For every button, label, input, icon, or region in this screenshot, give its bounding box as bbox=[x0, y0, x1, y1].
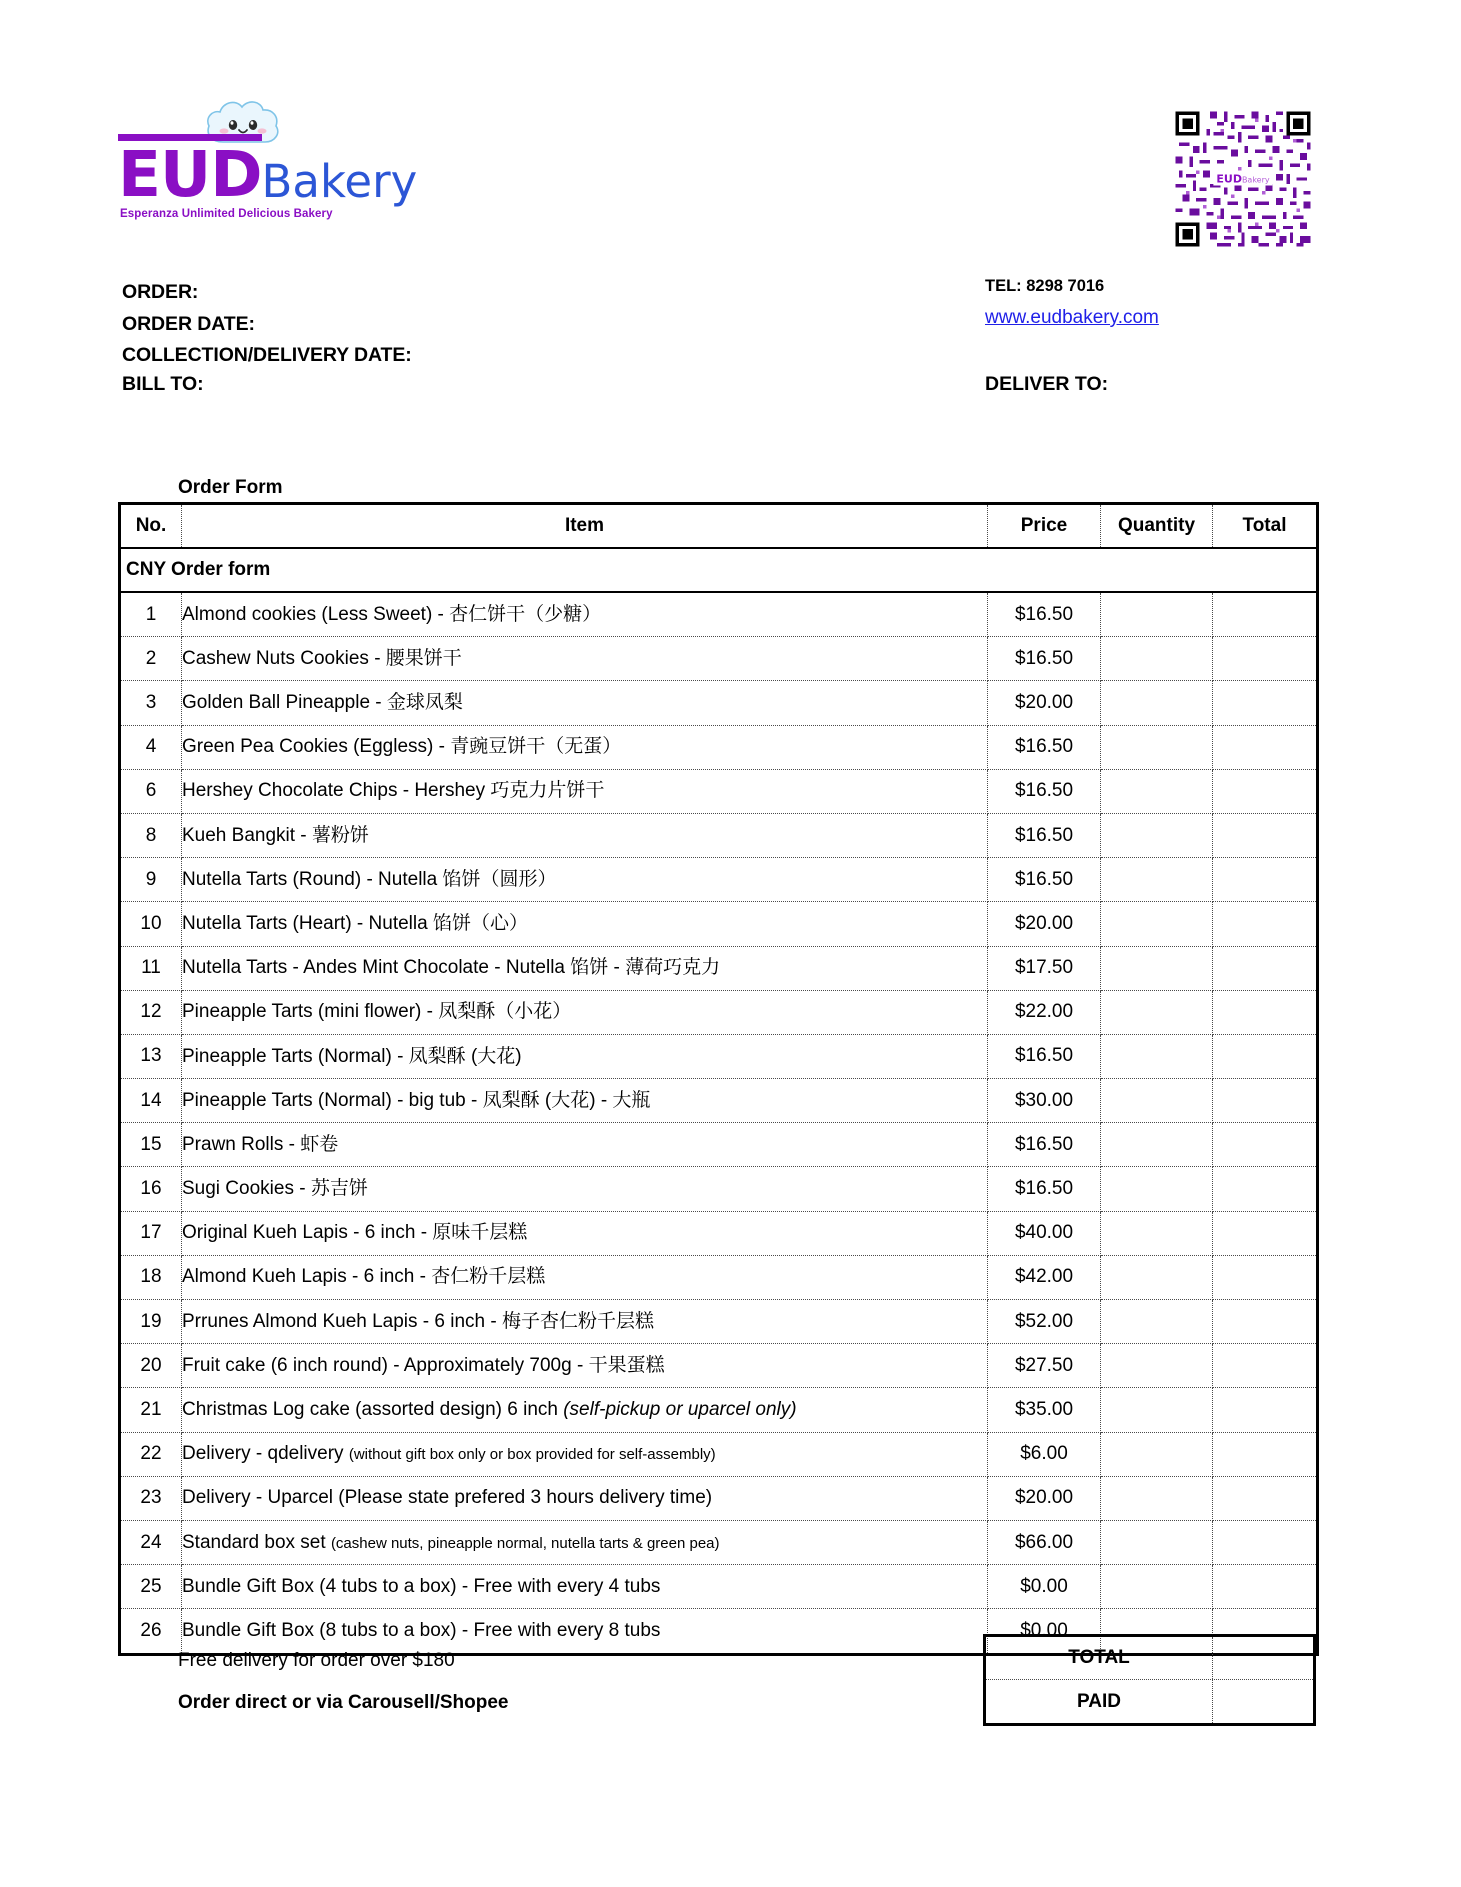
row-price: $16.50 bbox=[988, 769, 1101, 813]
row-number: 2 bbox=[120, 637, 182, 681]
row-item-name bbox=[182, 1034, 988, 1078]
row-total[interactable] bbox=[1213, 1565, 1318, 1609]
row-number: 1 bbox=[120, 592, 182, 637]
row-quantity[interactable] bbox=[1101, 1300, 1213, 1344]
item-text: Christmas Log cake (assorted design) 6 inch bbox=[182, 1399, 564, 1421]
item-text: Bundle Gift Box (8 tubs to a box) - Free with every 8 tubs bbox=[182, 1619, 661, 1641]
deliver-to-label: DELIVER TO: bbox=[985, 373, 1109, 395]
row-quantity[interactable] bbox=[1101, 1565, 1213, 1609]
row-price: $35.00 bbox=[988, 1388, 1101, 1432]
item-text-small: (without gift box only or box provided for self-assembly) bbox=[348, 1446, 716, 1464]
table-row bbox=[120, 1476, 1318, 1520]
row-total[interactable] bbox=[1213, 1211, 1318, 1255]
row-price: $16.50 bbox=[988, 592, 1101, 637]
item-text: Bundle Gift Box (4 tubs to a box) - Free with every 4 tubs bbox=[182, 1575, 661, 1597]
row-number: 14 bbox=[120, 1079, 182, 1123]
row-quantity[interactable] bbox=[1101, 1255, 1213, 1299]
paid-row bbox=[986, 1680, 1313, 1723]
item-text: Pineapple Tarts (Normal) - big tub - 凤梨酥 (大花) - 大瓶 bbox=[182, 1089, 651, 1111]
row-item-name bbox=[182, 1167, 988, 1211]
row-price: $16.50 bbox=[988, 637, 1101, 681]
item-text: Sugi Cookies - 苏吉饼 bbox=[182, 1178, 368, 1200]
row-number: 4 bbox=[120, 725, 182, 769]
item-text: Golden Ball Pineapple - 金球凤梨 bbox=[182, 692, 463, 714]
row-quantity[interactable] bbox=[1101, 990, 1213, 1034]
row-item-name bbox=[182, 1609, 988, 1654]
row-item-name bbox=[182, 1300, 988, 1344]
row-price: $6.00 bbox=[988, 1432, 1101, 1476]
item-text: Pineapple Tarts (Normal) - 凤梨酥 (大花) bbox=[182, 1045, 522, 1067]
row-number: 22 bbox=[120, 1432, 182, 1476]
row-number: 23 bbox=[120, 1476, 182, 1520]
row-total[interactable] bbox=[1213, 1255, 1318, 1299]
table-row bbox=[120, 725, 1318, 769]
row-price: $30.00 bbox=[988, 1079, 1101, 1123]
table-row bbox=[120, 1344, 1318, 1388]
row-total[interactable] bbox=[1213, 637, 1318, 681]
row-total[interactable] bbox=[1213, 769, 1318, 813]
total-value[interactable] bbox=[1213, 1637, 1313, 1679]
row-quantity[interactable] bbox=[1101, 1388, 1213, 1432]
table-row bbox=[120, 1388, 1318, 1432]
row-item-name bbox=[182, 858, 988, 902]
row-total[interactable] bbox=[1213, 1123, 1318, 1167]
item-text: Standard box set bbox=[182, 1531, 331, 1553]
item-text: Nutella Tarts (Heart) - Nutella 馅饼（心） bbox=[182, 912, 528, 934]
row-item-name bbox=[182, 1388, 988, 1432]
row-price: $17.50 bbox=[988, 946, 1101, 990]
row-number: 8 bbox=[120, 813, 182, 857]
item-text: Original Kueh Lapis - 6 inch - 原味千层糕 bbox=[182, 1222, 528, 1244]
row-quantity[interactable] bbox=[1101, 1211, 1213, 1255]
qr-code[interactable] bbox=[1163, 108, 1323, 250]
row-quantity[interactable] bbox=[1101, 1167, 1213, 1211]
row-number: 24 bbox=[120, 1520, 182, 1564]
row-item-name bbox=[182, 946, 988, 990]
row-number: 16 bbox=[120, 1167, 182, 1211]
order-table-body bbox=[120, 548, 1318, 1654]
row-quantity[interactable] bbox=[1101, 1123, 1213, 1167]
row-total[interactable] bbox=[1213, 681, 1318, 725]
table-row bbox=[120, 1300, 1318, 1344]
qr-embedded-logo bbox=[1213, 173, 1272, 186]
row-total[interactable] bbox=[1213, 1034, 1318, 1078]
row-total[interactable] bbox=[1213, 813, 1318, 857]
row-total[interactable] bbox=[1213, 1432, 1318, 1476]
total-label: TOTAL bbox=[986, 1637, 1213, 1679]
item-text: Prawn Rolls - 虾卷 bbox=[182, 1133, 339, 1155]
row-price: $16.50 bbox=[988, 725, 1101, 769]
row-price: $16.50 bbox=[988, 858, 1101, 902]
item-text: Nutella Tarts - Andes Mint Chocolate - Nutella 馅饼 - 薄荷巧克力 bbox=[182, 957, 721, 979]
row-price: $16.50 bbox=[988, 813, 1101, 857]
order-form-caption: Order Form bbox=[178, 477, 283, 498]
row-number: 18 bbox=[120, 1255, 182, 1299]
item-text-italic: (self-pickup or uparcel only) bbox=[563, 1399, 797, 1421]
item-text: Fruit cake (6 inch round) - Approximately 700g - 干果蛋糕 bbox=[182, 1354, 665, 1376]
table-row bbox=[120, 1565, 1318, 1609]
order-table-wrapper bbox=[118, 502, 1316, 1656]
row-item-name bbox=[182, 1565, 988, 1609]
row-item-name bbox=[182, 592, 988, 637]
row-number: 6 bbox=[120, 769, 182, 813]
table-row bbox=[120, 637, 1318, 681]
row-item-name bbox=[182, 1079, 988, 1123]
row-total[interactable] bbox=[1213, 1079, 1318, 1123]
table-row bbox=[120, 769, 1318, 813]
row-total[interactable] bbox=[1213, 1388, 1318, 1432]
row-total[interactable] bbox=[1213, 725, 1318, 769]
row-price: $42.00 bbox=[988, 1255, 1101, 1299]
row-price: $40.00 bbox=[988, 1211, 1101, 1255]
table-row bbox=[120, 902, 1318, 946]
bill-to-label: BILL TO: bbox=[122, 373, 204, 395]
col-header-total: Total bbox=[1213, 504, 1318, 549]
table-row bbox=[120, 681, 1318, 725]
row-number: 20 bbox=[120, 1344, 182, 1388]
row-price: $22.00 bbox=[988, 990, 1101, 1034]
row-quantity[interactable] bbox=[1101, 946, 1213, 990]
table-row bbox=[120, 592, 1318, 637]
row-price: $16.50 bbox=[988, 1167, 1101, 1211]
row-price: $20.00 bbox=[988, 902, 1101, 946]
order-channels-note: Order direct or via Carousell/Shopee bbox=[178, 1692, 509, 1713]
qr-logo-main-text: EUD bbox=[1216, 172, 1242, 186]
row-quantity[interactable] bbox=[1101, 1476, 1213, 1520]
table-row bbox=[120, 858, 1318, 902]
logo-eud-text: EUD bbox=[118, 134, 262, 206]
row-number: 13 bbox=[120, 1034, 182, 1078]
qr-logo-sub-text: Bakery bbox=[1241, 175, 1270, 185]
row-number: 26 bbox=[120, 1609, 182, 1654]
item-text: Green Pea Cookies (Eggless) - 青豌豆饼干（无蛋） bbox=[182, 736, 622, 758]
row-total[interactable] bbox=[1213, 946, 1318, 990]
table-row bbox=[120, 1211, 1318, 1255]
collection-delivery-date-label: COLLECTION/DELIVERY DATE: bbox=[122, 344, 412, 366]
table-row bbox=[120, 1255, 1318, 1299]
total-row bbox=[986, 1637, 1313, 1680]
row-item-name bbox=[182, 1255, 988, 1299]
item-text: Delivery - qdelivery bbox=[182, 1443, 349, 1465]
row-total[interactable] bbox=[1213, 902, 1318, 946]
item-text: Kueh Bangkit - 薯粉饼 bbox=[182, 824, 369, 846]
row-price: $52.00 bbox=[988, 1300, 1101, 1344]
row-total[interactable] bbox=[1213, 1300, 1318, 1344]
row-number: 3 bbox=[120, 681, 182, 725]
row-quantity[interactable] bbox=[1101, 1520, 1213, 1564]
row-number: 17 bbox=[120, 1211, 182, 1255]
row-price: $66.00 bbox=[988, 1520, 1101, 1564]
item-text: Nutella Tarts (Round) - Nutella 馅饼（圆形） bbox=[182, 868, 557, 890]
totals-box bbox=[983, 1634, 1316, 1726]
telephone-text: TEL: 8298 7016 bbox=[985, 277, 1105, 295]
col-header-quantity: Quantity bbox=[1101, 504, 1213, 549]
row-number: 25 bbox=[120, 1565, 182, 1609]
row-item-name bbox=[182, 1520, 988, 1564]
paid-label: PAID bbox=[986, 1680, 1213, 1723]
item-text: Hershey Chocolate Chips - Hershey 巧克力片饼干 bbox=[182, 780, 605, 802]
row-number: 15 bbox=[120, 1123, 182, 1167]
row-quantity[interactable] bbox=[1101, 1344, 1213, 1388]
row-item-name bbox=[182, 902, 988, 946]
item-text: Delivery - Uparcel (Please state prefered 3 hours delivery time) bbox=[182, 1487, 713, 1509]
paid-value[interactable] bbox=[1213, 1680, 1313, 1723]
row-total[interactable] bbox=[1213, 1167, 1318, 1211]
row-price: $16.50 bbox=[988, 1034, 1101, 1078]
row-quantity[interactable] bbox=[1101, 592, 1213, 637]
order-table-head bbox=[120, 504, 1318, 549]
row-total[interactable] bbox=[1213, 1520, 1318, 1564]
table-row bbox=[120, 946, 1318, 990]
item-text: Almond cookies (Less Sweet) - 杏仁饼干（少糖） bbox=[182, 603, 602, 625]
website-link[interactable]: www.eudbakery.com bbox=[985, 307, 1159, 328]
logo-tagline: Esperanza Unlimited Delicious Bakery bbox=[120, 208, 333, 220]
row-total[interactable] bbox=[1213, 1344, 1318, 1388]
item-text: Almond Kueh Lapis - 6 inch - 杏仁粉千层糕 bbox=[182, 1266, 546, 1288]
item-text-small: (cashew nuts, pineapple normal, nutella tarts & green pea) bbox=[330, 1534, 720, 1552]
table-row bbox=[120, 1123, 1318, 1167]
row-price: $20.00 bbox=[988, 1476, 1101, 1520]
row-total[interactable] bbox=[1213, 990, 1318, 1034]
col-header-no: No. bbox=[120, 504, 182, 549]
row-total[interactable] bbox=[1213, 1476, 1318, 1520]
table-row bbox=[120, 813, 1318, 857]
row-item-name bbox=[182, 813, 988, 857]
table-row bbox=[120, 1034, 1318, 1078]
company-logo bbox=[118, 96, 448, 220]
item-text: Cashew Nuts Cookies - 腰果饼干 bbox=[182, 647, 462, 669]
row-number: 19 bbox=[120, 1300, 182, 1344]
table-row bbox=[120, 1079, 1318, 1123]
row-item-name bbox=[182, 1123, 988, 1167]
row-item-name bbox=[182, 769, 988, 813]
section-title-cell: CNY Order form bbox=[120, 548, 1318, 592]
row-item-name bbox=[182, 1211, 988, 1255]
row-quantity[interactable] bbox=[1101, 725, 1213, 769]
col-header-item: Item bbox=[182, 504, 988, 549]
row-price: $0.00 bbox=[988, 1565, 1101, 1609]
item-text: Pineapple Tarts (mini flower) - 凤梨酥（小花） bbox=[182, 1001, 572, 1023]
row-number: 12 bbox=[120, 990, 182, 1034]
row-item-name bbox=[182, 1476, 988, 1520]
table-header-row bbox=[120, 504, 1318, 549]
row-total[interactable] bbox=[1213, 858, 1318, 902]
row-quantity[interactable] bbox=[1101, 681, 1213, 725]
order-meta-labels bbox=[122, 277, 412, 372]
row-item-name bbox=[182, 1432, 988, 1476]
item-text: Prrunes Almond Kueh Lapis - 6 inch - 梅子杏仁粉千层糕 bbox=[182, 1310, 655, 1332]
table-row bbox=[120, 990, 1318, 1034]
row-item-name bbox=[182, 990, 988, 1034]
row-price: $0.00 bbox=[988, 1609, 1101, 1654]
row-price: $27.50 bbox=[988, 1344, 1101, 1388]
row-price: $20.00 bbox=[988, 681, 1101, 725]
logo-bakery-text: Bakery bbox=[261, 155, 418, 208]
section-title-row bbox=[120, 548, 1318, 592]
row-quantity[interactable] bbox=[1101, 858, 1213, 902]
row-quantity[interactable] bbox=[1101, 902, 1213, 946]
row-quantity[interactable] bbox=[1101, 1079, 1213, 1123]
row-item-name bbox=[182, 637, 988, 681]
row-total[interactable] bbox=[1213, 592, 1318, 637]
row-number: 9 bbox=[120, 858, 182, 902]
row-number: 10 bbox=[120, 902, 182, 946]
row-quantity[interactable] bbox=[1101, 769, 1213, 813]
row-quantity[interactable] bbox=[1101, 1432, 1213, 1476]
table-row bbox=[120, 1520, 1318, 1564]
row-number: 11 bbox=[120, 946, 182, 990]
order-table bbox=[118, 502, 1319, 1656]
order-label: ORDER: bbox=[122, 281, 199, 303]
row-quantity[interactable] bbox=[1101, 1034, 1213, 1078]
row-quantity[interactable] bbox=[1101, 637, 1213, 681]
table-row bbox=[120, 1167, 1318, 1211]
row-price: $16.50 bbox=[988, 1123, 1101, 1167]
row-item-name bbox=[182, 1344, 988, 1388]
table-row bbox=[120, 1432, 1318, 1476]
row-item-name bbox=[182, 681, 988, 725]
order-date-label: ORDER DATE: bbox=[122, 312, 255, 335]
row-item-name bbox=[182, 725, 988, 769]
free-delivery-note: Free delivery for order over $180 bbox=[178, 1650, 455, 1671]
col-header-price: Price bbox=[988, 504, 1101, 549]
row-number: 21 bbox=[120, 1388, 182, 1432]
row-quantity[interactable] bbox=[1101, 813, 1213, 857]
